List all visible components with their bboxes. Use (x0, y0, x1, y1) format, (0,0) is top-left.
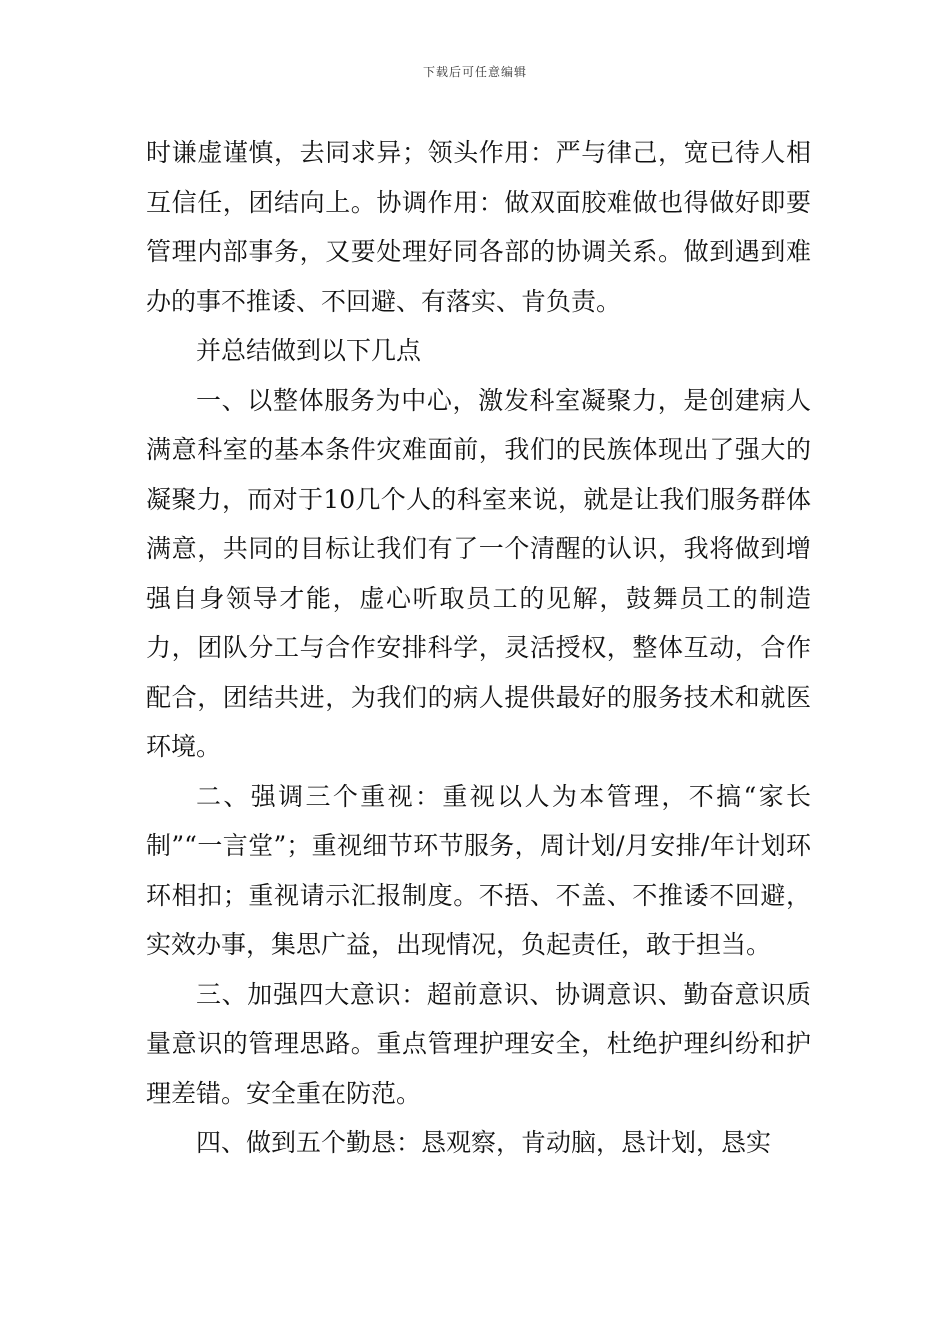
paragraph-4: 二、强调三个重视：重视以人为本管理，不搞“家长制”“一言堂”；重视细节环节服务，周计划/月安排/年计划环环相扣；重视请示汇报制度。不捂、不盖、不推诿不回避，实效办事，集思广益，出现情况，负起责任，敢于担当。 (146, 781, 811, 959)
paragraph-5: 三、加强四大意识：超前意识、协调意识、勤奋意识质量意识的管理思路。重点管理护理安全，杜绝护理纠纷和护理差错。安全重在防范。 (146, 979, 811, 1108)
paragraph-2: 并总结做到以下几点 (196, 336, 422, 365)
page-header-note: 下载后可任意编辑 (422, 65, 527, 79)
paragraph-1: 时谦虚谨慎，去同求异；领头作用：严与律己，宽已待人相互信任，团结向上。协调作用：做双面胶难做也得做好即要管理内部事务，又要处理好同各部的协调关系。做到遇到难办的事不推诿、不回避、有落实、肯负责。 (146, 138, 811, 316)
paragraph-3: 一、以整体服务为中心，激发科室凝聚力，是创建病人满意科室的基本条件灾难面前，我们的民族体现出了强大的凝聚力，而对于10几个人的科室来说，就是让我们服务群体满意，共同的目标让我们有了一个清醒的认识，我将做到增强自身领导才能，虚心听取员工的见解，鼓舞员工的制造力，团队分工与合作安排科学，灵活授权，整体互动，合作配合，团结共进，为我们的病人提供最好的服务技术和就医环境。 (146, 385, 811, 761)
paragraph-6: 四、做到五个勤恳：恳观察，肯动脑，恳计划，恳实 (196, 1128, 772, 1157)
document-body (146, 128, 811, 1168)
